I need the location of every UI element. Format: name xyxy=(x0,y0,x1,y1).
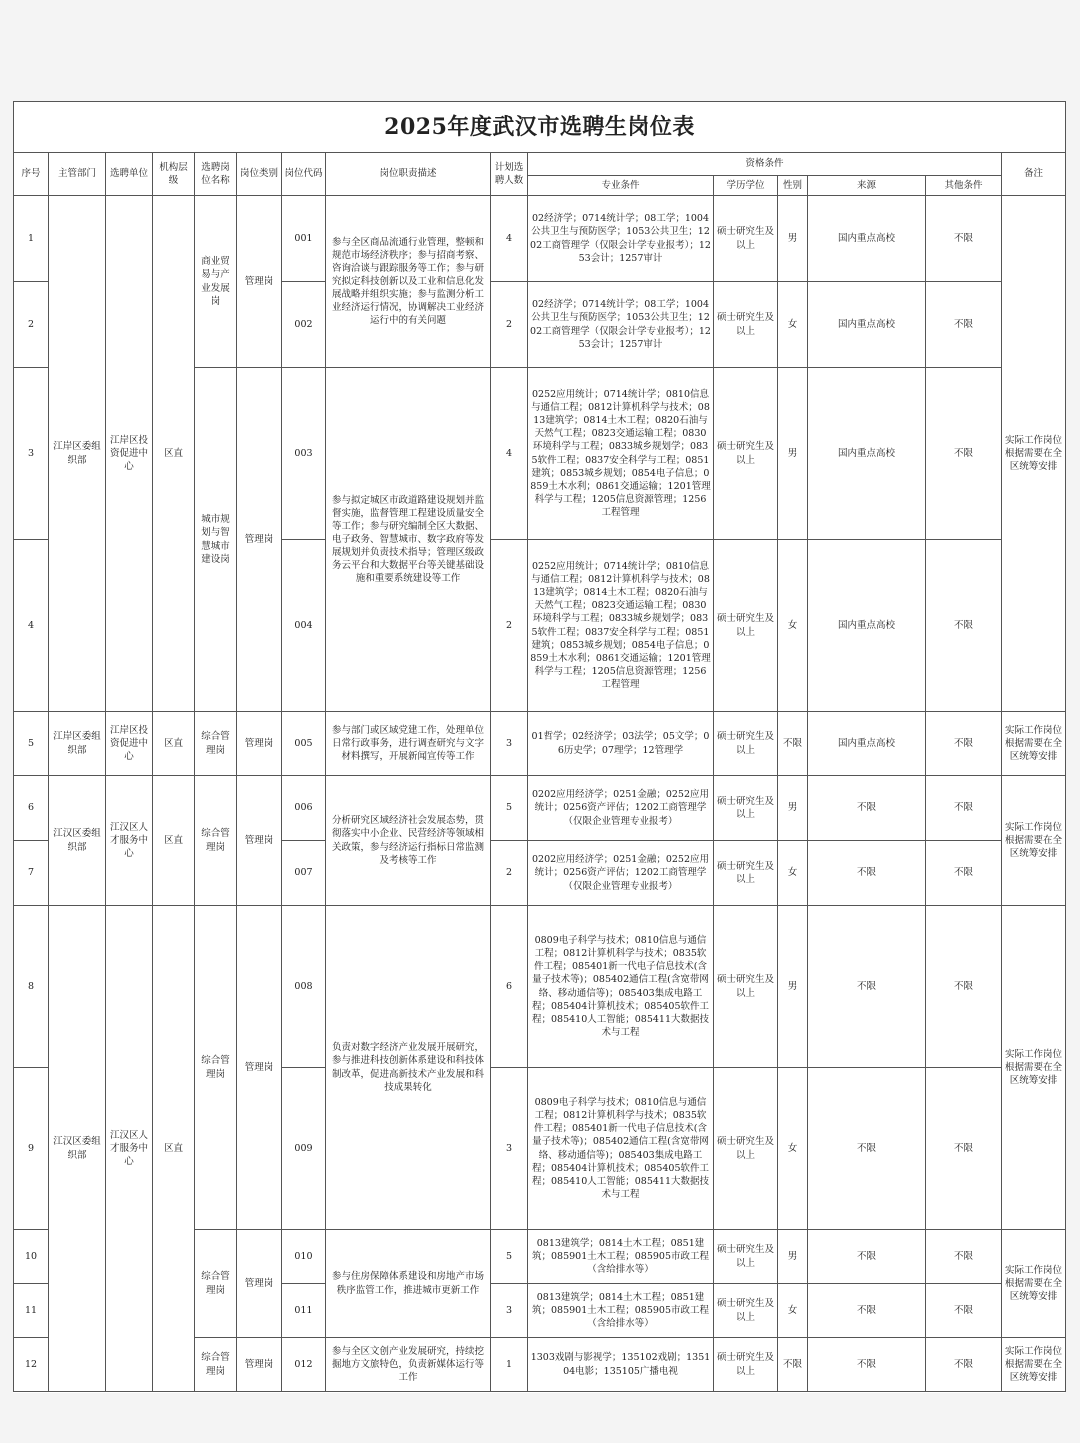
row-source: 不限 xyxy=(808,1284,926,1338)
header-post-type: 岗位类别 xyxy=(237,153,282,196)
header-remark: 备注 xyxy=(1002,153,1066,196)
row-count: 3 xyxy=(491,712,528,776)
unit-cell: 江汉区人才服务中心 xyxy=(106,906,153,1392)
row-major: 02经济学；0714统计学；08工学；1004公共卫生与预防医学；1053公共卫生；1202工商管理学（仅限会计学专业报考）；1253会计；1257审计 xyxy=(528,282,714,368)
row-degree: 硕士研究生及以上 xyxy=(714,196,778,282)
table-row xyxy=(14,196,1066,282)
row-other: 不限 xyxy=(926,1068,1002,1230)
row-count: 6 xyxy=(491,906,528,1068)
table-row xyxy=(14,906,1066,1068)
row-major: 0809电子科学与技术；0810信息与通信工程；0812计算机科学与技术；0835软件工程；085401新一代电子信息技术(含量子技术等)；085402通信工程(含宽带网络、移动通信等)；085403集成电路工程；085404计算机技术；085405软件工程；085410人工智能；085411大数据技术与工程 xyxy=(528,906,714,1068)
dept-cell: 江岸区委组织部 xyxy=(49,712,106,776)
row-other: 不限 xyxy=(926,1284,1002,1338)
row-seq: 8 xyxy=(14,906,49,1068)
row-gender: 不限 xyxy=(778,1338,808,1392)
unit-cell: 江岸区投资促进中心 xyxy=(106,712,153,776)
row-count: 2 xyxy=(491,841,528,906)
row-code: 009 xyxy=(282,1068,326,1230)
row-seq: 2 xyxy=(14,282,49,368)
row-code: 002 xyxy=(282,282,326,368)
row-gender: 女 xyxy=(778,282,808,368)
row-degree: 硕士研究生及以上 xyxy=(714,540,778,712)
row-degree: 硕士研究生及以上 xyxy=(714,1284,778,1338)
row-seq: 12 xyxy=(14,1338,49,1392)
row-gender: 男 xyxy=(778,776,808,841)
row-degree: 硕士研究生及以上 xyxy=(714,1338,778,1392)
remark-cell: 实际工作岗位根据需要在全区统筹安排 xyxy=(1002,1230,1066,1338)
remark-cell: 实际工作岗位根据需要在全区统筹安排 xyxy=(1002,776,1066,906)
duty-cell: 负责对数字经济产业发展开展研究，参与推进科技创新体系建设和科技体制改革，促进高新技术产业发展和科技成果转化 xyxy=(326,906,491,1230)
row-major: 0202应用经济学；0251金融；0252应用统计；0256资产评估；1202工商管理学（仅限企业管理专业报考） xyxy=(528,841,714,906)
row-gender: 男 xyxy=(778,906,808,1068)
row-gender: 男 xyxy=(778,196,808,282)
row-count: 2 xyxy=(491,282,528,368)
row-seq: 1 xyxy=(14,196,49,282)
level-cell: 区直 xyxy=(153,906,195,1392)
row-count: 4 xyxy=(491,368,528,540)
row-gender: 女 xyxy=(778,1284,808,1338)
row-seq: 7 xyxy=(14,841,49,906)
duty-cell: 参与拟定城区市政道路建设规划并监督实施，监督管理工程建设质量安全等工作；参与研究编制全区大数据、电子政务、智慧城市、数字政府等发展规划并负责技术指导；管理区级政务云平台和大数据平台等关键基础设施和重要系统建设等工作 xyxy=(326,368,491,712)
post-name-cell: 综合管理岗 xyxy=(195,1338,237,1392)
header-seq: 序号 xyxy=(14,153,49,196)
header-degree: 学历学位 xyxy=(714,176,778,196)
row-degree: 硕士研究生及以上 xyxy=(714,1230,778,1284)
row-source: 不限 xyxy=(808,906,926,1068)
remark-cell: 实际工作岗位根据需要在全区统筹安排 xyxy=(1002,196,1066,712)
row-other: 不限 xyxy=(926,1338,1002,1392)
header-source: 来源 xyxy=(808,176,926,196)
row-code: 006 xyxy=(282,776,326,841)
post-type-cell: 管理岗 xyxy=(237,1338,282,1392)
post-name-cell: 综合管理岗 xyxy=(195,776,237,906)
row-gender: 不限 xyxy=(778,712,808,776)
post-name-cell: 综合管理岗 xyxy=(195,906,237,1230)
row-code: 005 xyxy=(282,712,326,776)
row-count: 5 xyxy=(491,776,528,841)
row-other: 不限 xyxy=(926,776,1002,841)
row-other: 不限 xyxy=(926,540,1002,712)
post-type-cell: 管理岗 xyxy=(237,1230,282,1338)
row-code: 004 xyxy=(282,540,326,712)
row-code: 008 xyxy=(282,906,326,1068)
row-code: 010 xyxy=(282,1230,326,1284)
row-major: 0813建筑学；0814土木工程；0851建筑；085901土木工程；085905市政工程（含给排水等） xyxy=(528,1284,714,1338)
row-gender: 女 xyxy=(778,1068,808,1230)
post-name-cell: 综合管理岗 xyxy=(195,712,237,776)
duty-cell: 参与住房保障体系建设和房地产市场秩序监管工作，推进城市更新工作 xyxy=(326,1230,491,1338)
row-gender: 女 xyxy=(778,841,808,906)
post-type-cell: 管理岗 xyxy=(237,906,282,1230)
dept-cell: 江岸区委组织部 xyxy=(49,196,106,712)
row-degree: 硕士研究生及以上 xyxy=(714,906,778,1068)
row-gender: 男 xyxy=(778,368,808,540)
post-name-cell: 商业贸易与产业发展岗 xyxy=(195,196,237,368)
row-source: 国内重点高校 xyxy=(808,540,926,712)
row-gender: 男 xyxy=(778,1230,808,1284)
row-major: 0252应用统计；0714统计学；0810信息与通信工程；0812计算机科学与技术；0813建筑学；0814土木工程；0820石油与天然气工程；0823交通运输工程；0830环境科学与工程；0833城乡规划学；0835软件工程；0837安全科学与工程；0851建筑；0853城乡规划；0854电子信息；0859土木水利；0861交通运输；1201管理科学与工程；1205信息资源管理；1256工程管理 xyxy=(528,540,714,712)
post-name-cell: 综合管理岗 xyxy=(195,1230,237,1338)
post-name-cell: 城市规划与智慧城市建设岗 xyxy=(195,368,237,712)
row-other: 不限 xyxy=(926,196,1002,282)
row-degree: 硕士研究生及以上 xyxy=(714,282,778,368)
row-source: 不限 xyxy=(808,776,926,841)
page-title: 2025年度武汉市选聘生岗位表 xyxy=(14,102,1066,153)
row-major: 1303戏剧与影视学；135102戏剧；135104电影；135105广播电视 xyxy=(528,1338,714,1392)
post-type-cell: 管理岗 xyxy=(237,712,282,776)
row-other: 不限 xyxy=(926,368,1002,540)
duty-cell: 参与全区商品流通行业管理，整顿和规范市场经济秩序；参与招商考察、咨询洽谈与跟踪服务等工作；参与研究拟定科技创新以及工业和信息化发展战略并组织实施；参与监测分析工业经济运行情况，协调解决工业经济运行中的有关问题 xyxy=(326,196,491,368)
row-other: 不限 xyxy=(926,841,1002,906)
row-source: 不限 xyxy=(808,1068,926,1230)
header-dept: 主管部门 xyxy=(49,153,106,196)
row-major: 0813建筑学；0814土木工程；0851建筑；085901土木工程；085905市政工程（含给排水等） xyxy=(528,1230,714,1284)
row-other: 不限 xyxy=(926,906,1002,1068)
row-seq: 4 xyxy=(14,540,49,712)
duty-cell: 分析研究区域经济社会发展态势，贯彻落实中小企业、民营经济等领域相关政策，参与经济运行指标日常监测及考核等工作 xyxy=(326,776,491,906)
job-positions-table xyxy=(13,101,1066,1392)
row-seq: 11 xyxy=(14,1284,49,1338)
row-seq: 3 xyxy=(14,368,49,540)
post-type-cell: 管理岗 xyxy=(237,776,282,906)
remark-cell: 实际工作岗位根据需要在全区统筹安排 xyxy=(1002,1338,1066,1392)
row-source: 国内重点高校 xyxy=(808,368,926,540)
level-cell: 区直 xyxy=(153,196,195,712)
header-duty: 岗位职责描述 xyxy=(326,153,491,196)
header-code: 岗位代码 xyxy=(282,153,326,196)
dept-cell: 江汉区委组织部 xyxy=(49,906,106,1392)
row-other: 不限 xyxy=(926,282,1002,368)
row-seq: 5 xyxy=(14,712,49,776)
row-major: 0202应用经济学；0251金融；0252应用统计；0256资产评估；1202工商管理学（仅限企业管理专业报考） xyxy=(528,776,714,841)
row-degree: 硕士研究生及以上 xyxy=(714,368,778,540)
duty-cell: 参与部门或区域党建工作，处理单位日常行政事务，进行调查研究与文字材料撰写，开展新闻宣传等工作 xyxy=(326,712,491,776)
row-count: 1 xyxy=(491,1338,528,1392)
row-count: 3 xyxy=(491,1068,528,1230)
header-qualification: 资格条件 xyxy=(528,153,1002,176)
row-code: 011 xyxy=(282,1284,326,1338)
row-source: 不限 xyxy=(808,1230,926,1284)
row-count: 4 xyxy=(491,196,528,282)
row-degree: 硕士研究生及以上 xyxy=(714,776,778,841)
row-source: 国内重点高校 xyxy=(808,282,926,368)
header-post-name: 选聘岗位名称 xyxy=(195,153,237,196)
header-level: 机构层级 xyxy=(153,153,195,196)
row-degree: 硕士研究生及以上 xyxy=(714,712,778,776)
row-seq: 9 xyxy=(14,1068,49,1230)
post-type-cell: 管理岗 xyxy=(237,368,282,712)
row-code: 003 xyxy=(282,368,326,540)
table-row xyxy=(14,712,1066,776)
unit-cell: 江岸区投资促进中心 xyxy=(106,196,153,712)
row-major: 0252应用统计；0714统计学；0810信息与通信工程；0812计算机科学与技术；0813建筑学；0814土木工程；0820石油与天然气工程；0823交通运输工程；0830环境科学与工程；0833城乡规划学；0835软件工程；0837安全科学与工程；0851建筑；0853城乡规划；0854电子信息；0859土木水利；0861交通运输；1201管理科学与工程；1205信息资源管理；1256工程管理 xyxy=(528,368,714,540)
row-count: 3 xyxy=(491,1284,528,1338)
row-count: 2 xyxy=(491,540,528,712)
row-code: 001 xyxy=(282,196,326,282)
post-type-cell: 管理岗 xyxy=(237,196,282,368)
row-source: 不限 xyxy=(808,1338,926,1392)
table-row xyxy=(14,776,1066,841)
row-seq: 10 xyxy=(14,1230,49,1284)
header-unit: 选聘单位 xyxy=(106,153,153,196)
header-gender: 性别 xyxy=(778,176,808,196)
level-cell: 区直 xyxy=(153,776,195,906)
row-major: 0809电子科学与技术；0810信息与通信工程；0812计算机科学与技术；0835软件工程；085401新一代电子信息技术(含量子技术等)；085402通信工程(含宽带网络、移动通信等)；085403集成电路工程；085404计算机技术；085405软件工程；085410人工智能；085411大数据技术与工程 xyxy=(528,1068,714,1230)
row-gender: 女 xyxy=(778,540,808,712)
row-code: 012 xyxy=(282,1338,326,1392)
header-other: 其他条件 xyxy=(926,176,1002,196)
header-count: 计划选聘人数 xyxy=(491,153,528,196)
row-major: 02经济学；0714统计学；08工学；1004公共卫生与预防医学；1053公共卫生；1202工商管理学（仅限会计学专业报考）；1253会计；1257审计 xyxy=(528,196,714,282)
row-count: 5 xyxy=(491,1230,528,1284)
row-source: 国内重点高校 xyxy=(808,712,926,776)
row-source: 不限 xyxy=(808,841,926,906)
unit-cell: 江汉区人才服务中心 xyxy=(106,776,153,906)
job-table-sheet xyxy=(13,101,1065,1393)
row-source: 国内重点高校 xyxy=(808,196,926,282)
row-degree: 硕士研究生及以上 xyxy=(714,1068,778,1230)
remark-cell: 实际工作岗位根据需要在全区统筹安排 xyxy=(1002,906,1066,1230)
row-other: 不限 xyxy=(926,1230,1002,1284)
row-other: 不限 xyxy=(926,712,1002,776)
row-major: 01哲学；02经济学；03法学；05文学；06历史学；07理学；12管理学 xyxy=(528,712,714,776)
row-seq: 6 xyxy=(14,776,49,841)
duty-cell: 参与全区文创产业发展研究，持续挖掘地方文旅特色，负责新媒体运行等工作 xyxy=(326,1338,491,1392)
row-degree: 硕士研究生及以上 xyxy=(714,841,778,906)
dept-cell: 江汉区委组织部 xyxy=(49,776,106,906)
level-cell: 区直 xyxy=(153,712,195,776)
remark-cell: 实际工作岗位根据需要在全区统筹安排 xyxy=(1002,712,1066,776)
header-major: 专业条件 xyxy=(528,176,714,196)
row-code: 007 xyxy=(282,841,326,906)
